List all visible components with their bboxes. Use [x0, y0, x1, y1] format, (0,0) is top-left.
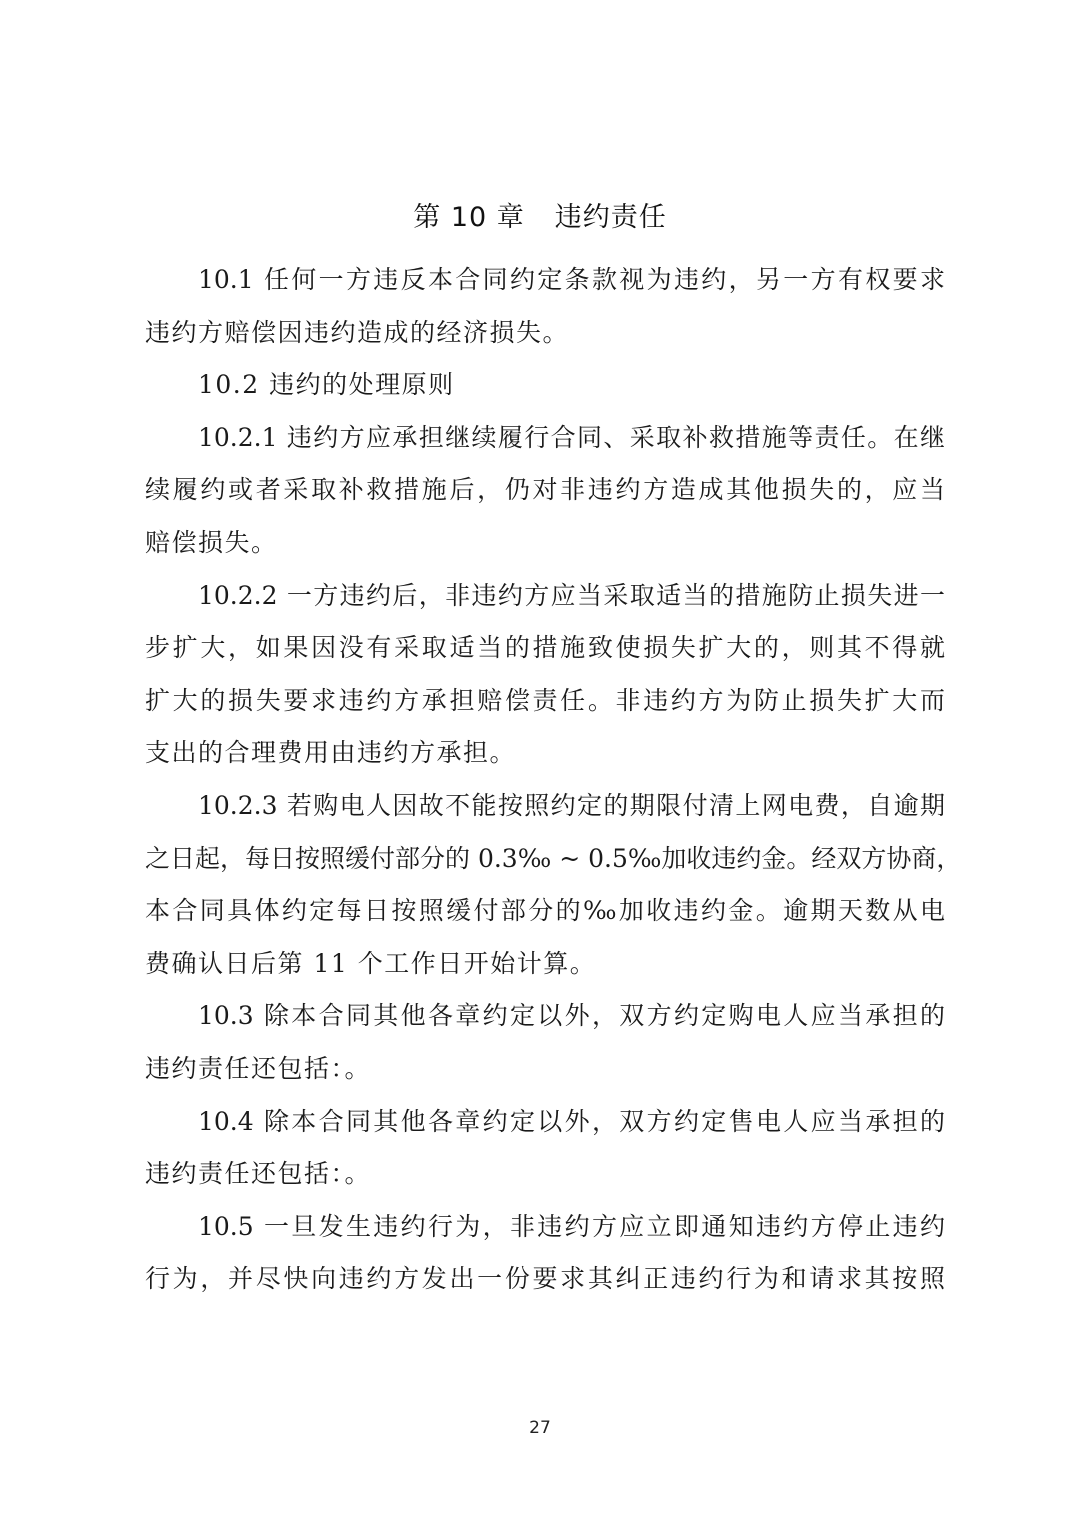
clause-10-2-3 [145, 786, 962, 996]
paragraph-line: 续履约或者采取补救措施后，仍对非违约方造成其他损失的，应当 [145, 475, 945, 505]
paragraph-line: 10.1 任何一方违反本合同约定条款视为违约，另一方有权要求 [198, 265, 945, 294]
paragraph-line: 10.2.2 一方违约后，非违约方应当采取适当的措施防止损失进一 [198, 580, 945, 610]
clause-10-4 [145, 1102, 945, 1207]
paragraph-line: 费确认日后第 11 个工作日开始计算。 [145, 948, 597, 978]
paragraph-line: 违约方赔偿因违约造成的经济损失。 [145, 317, 570, 347]
paragraph-line: 赔偿损失。 [145, 527, 278, 557]
paragraph-line: 之日起，每日按照缓付部分的 0.3‰ ~ 0.5‰加收违约金。经双方协商， [145, 843, 962, 873]
clause-10-3 [145, 996, 945, 1101]
clause-10-5 [145, 1207, 945, 1312]
section-heading-line: 10.2 违约的处理原则 [198, 370, 455, 400]
chapter-title [0, 198, 1080, 238]
page-number: 27 [529, 1418, 551, 1438]
paragraph-line: 本合同具体约定每日按照缓付部分的‰加收违约金。逾期天数从电 [145, 896, 945, 926]
paragraph-line: 10.5 一旦发生违约行为，非违约方应立即通知违约方停止违约 [198, 1211, 945, 1241]
clause-10-2-2 [145, 576, 945, 786]
paragraph-line: 行为，并尽快向违约方发出一份要求其纠正违约行为和请求其按照 [145, 1264, 945, 1294]
paragraph-line: 步扩大，如果因没有采取适当的措施致使损失扩大的，则其不得就 [145, 633, 945, 663]
paragraph-line: 10.4 除本合同其他各章约定以外，双方约定售电人应当承担的 [198, 1106, 945, 1136]
paragraph-line: 扩大的损失要求违约方承担赔偿责任。非违约方为防止损失扩大而 [145, 685, 945, 715]
chapter-number: 第 10 章 [413, 202, 525, 233]
paragraph-line: 10.2.3 若购电人因故不能按照约定的期限付清上网电费，自逾期 [198, 790, 945, 820]
paragraph-line: 支出的合理费用由违约方承担。 [145, 738, 517, 768]
paragraph-line: 10.2.1 违约方应承担继续履行合同、采取补救措施等责任。在继 [198, 422, 945, 452]
clause-10-2-1 [145, 418, 945, 576]
clause-10-1 [145, 260, 945, 365]
paragraph-line: 违约责任还包括：。 [145, 1053, 372, 1083]
paragraph-line: 10.3 除本合同其他各章约定以外，双方约定购电人应当承担的 [198, 1001, 945, 1031]
clause-10-2 [145, 365, 945, 418]
chapter-body [145, 260, 962, 1312]
paragraph-line: 违约责任还包括：。 [145, 1159, 372, 1189]
chapter-name: 违约责任 [554, 202, 667, 233]
